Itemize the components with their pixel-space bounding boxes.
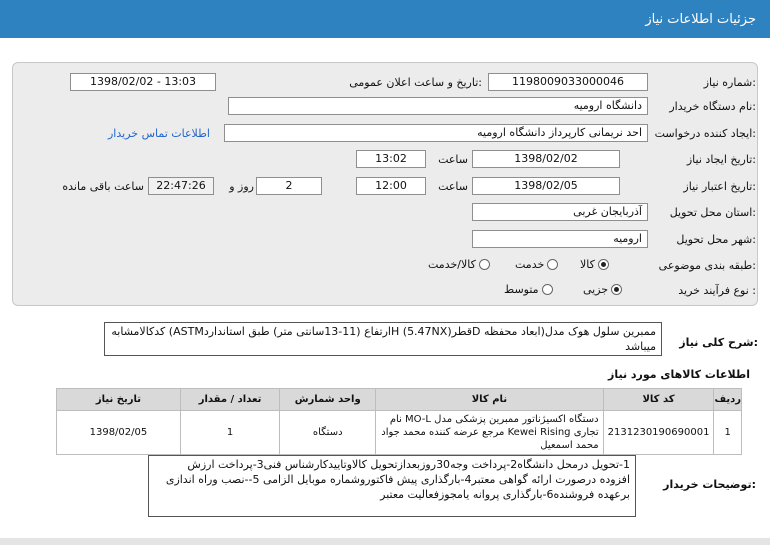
- requester-field[interactable]: احد نریمانی کارپرداز دانشگاه ارومیه: [224, 124, 648, 142]
- remaining-days-label: روز و: [229, 180, 254, 193]
- buyer-org-field[interactable]: دانشگاه ارومیه: [228, 97, 648, 115]
- city-field[interactable]: ارومیه: [472, 230, 648, 248]
- remaining-time-field: 22:47:26: [148, 177, 214, 195]
- col-code: کد کالا: [603, 389, 714, 411]
- description-label: شرح کلی نیاز:: [679, 336, 758, 349]
- created-date-label: تاریخ ایجاد نیاز:: [686, 153, 756, 166]
- category-radio-goods-service[interactable]: کالا/خدمت: [428, 258, 490, 271]
- need-number-field[interactable]: 1198009033000046: [488, 73, 648, 91]
- row-unit: دستگاه: [280, 411, 376, 455]
- items-table-header: [57, 389, 742, 411]
- row-name: دستگاه اکسیژناتور ممبرین پزشکی مدل MO-L نام تجاری Kewei Rising مرجع عرضه کننده محمد جواد محمد اسمعیل: [376, 411, 603, 455]
- validity-time-label: ساعت: [438, 180, 468, 193]
- row-code: 2131230190690001: [603, 411, 714, 455]
- bottom-strip: [0, 538, 770, 545]
- created-time-label: ساعت: [438, 153, 468, 166]
- announce-datetime-label: تاریخ و ساعت اعلان عمومی:: [349, 76, 482, 89]
- radio-unselected-icon: [542, 284, 553, 295]
- province-label: استان محل تحویل:: [669, 206, 756, 219]
- province-field[interactable]: آذربایجان غربی: [472, 203, 648, 221]
- category-radio-service[interactable]: خدمت: [515, 258, 558, 271]
- category-radio-goods[interactable]: کالا: [580, 258, 609, 271]
- process-radio-medium[interactable]: متوسط: [504, 283, 553, 296]
- remaining-days-field[interactable]: 2: [256, 177, 322, 195]
- created-time-field[interactable]: 13:02: [356, 150, 426, 168]
- announce-datetime-field[interactable]: 1398/02/02 - 13:03: [70, 73, 216, 91]
- radio-selected-icon: [611, 284, 622, 295]
- col-index: ردیف: [714, 389, 742, 411]
- validity-time-field[interactable]: 12:00: [356, 177, 426, 195]
- window-title-bar: [0, 0, 770, 38]
- validity-date-field[interactable]: 1398/02/05: [472, 177, 620, 195]
- radio-unselected-icon: [547, 259, 558, 270]
- col-date: تاریخ نیاز: [57, 389, 181, 411]
- process-radio-minor[interactable]: جزیی: [583, 283, 622, 296]
- category-label: طبقه بندی موضوعی:: [658, 259, 756, 272]
- row-index: 1: [714, 411, 742, 455]
- buyer-contact-link[interactable]: اطلاعات تماس خریدار: [108, 127, 210, 140]
- validity-date-label: تاریخ اعتبار نیاز:: [683, 180, 756, 193]
- city-label: شهر محل تحویل:: [676, 233, 756, 246]
- items-table: [56, 388, 742, 455]
- description-box: ممبرین سلول هوک مدل(ابعاد محفظه Dقطر(5.47NX) Hارتفاع (11-13سانتی متر) طبق استانداردASTM) کدکالامشابه میباشد: [104, 322, 662, 356]
- table-row[interactable]: [57, 411, 742, 455]
- buyer-org-label: نام دستگاه خریدار:: [669, 100, 756, 113]
- radio-selected-icon: [598, 259, 609, 270]
- requester-label: ایجاد کننده درخواست:: [654, 127, 756, 140]
- remaining-time-label: ساعت باقی مانده: [62, 180, 144, 193]
- items-section-title: اطلاعات کالاهای مورد نیاز: [608, 368, 750, 381]
- buyer-notes-box: 1-تحویل درمحل دانشگاه2-پرداخت وجه30روزبعدازتحویل کالاوتاییدکارشناس فنی3-پرداخت ارزش افزوده درصورت ارائه گواهی معتبر4-بارگذاری پیش فاکتوروشماره موبایل الزامی 5--نصب وراه اندازی برعهده فروشنده6-بارگذاری پروانه یامجوزفعالیت معتبر: [148, 455, 636, 517]
- need-number-label: شماره نیاز:: [703, 76, 756, 89]
- col-name: نام کالا: [376, 389, 603, 411]
- window-title: جزئیات اطلاعات نیاز: [645, 11, 756, 27]
- col-unit: واحد شمارش: [280, 389, 376, 411]
- buyer-notes-label: توضیحات خریدار:: [663, 478, 756, 491]
- row-date: 1398/02/05: [57, 411, 181, 455]
- process-type-label: نوع فرآیند خرید :: [678, 284, 756, 297]
- created-date-field[interactable]: 1398/02/02: [472, 150, 620, 168]
- col-qty: تعداد / مقدار: [180, 389, 279, 411]
- radio-unselected-icon: [479, 259, 490, 270]
- row-qty: 1: [180, 411, 279, 455]
